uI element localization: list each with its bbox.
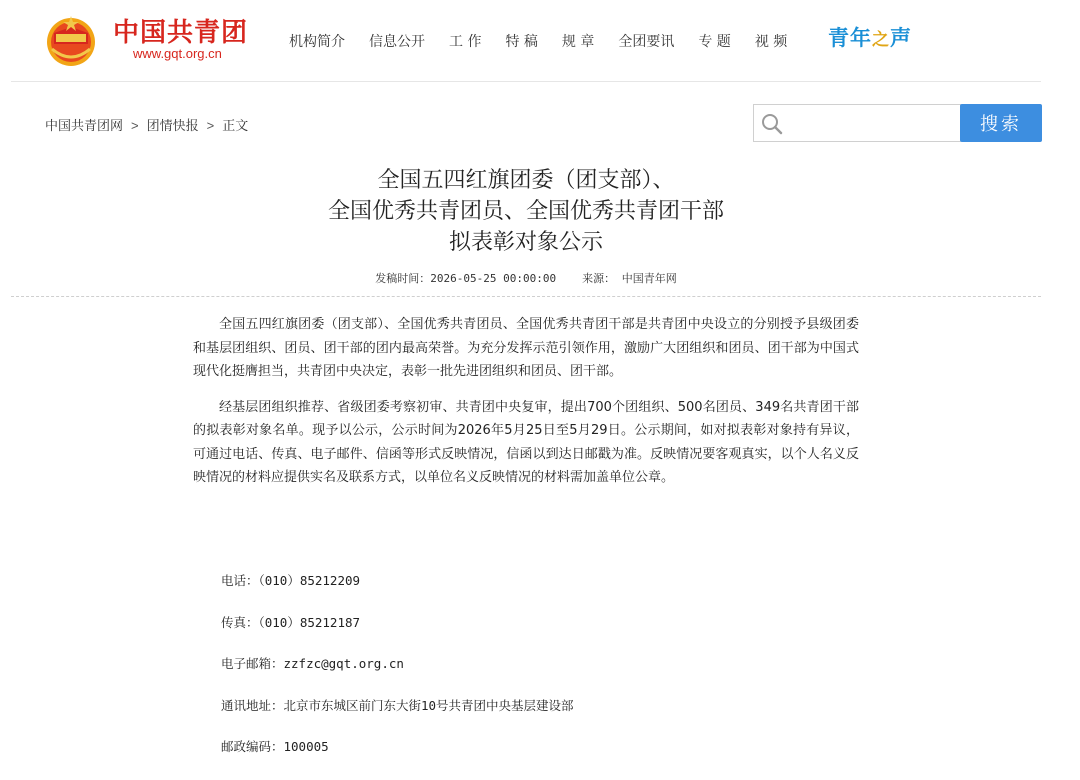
youth-voice-logo-mid: 之 xyxy=(872,30,890,50)
search-button[interactable]: 搜索 xyxy=(960,104,1042,142)
site-header xyxy=(0,0,1080,82)
publish-time-label: 发稿时间： xyxy=(375,272,431,285)
article-title xyxy=(0,165,1052,258)
article-meta xyxy=(0,270,1052,286)
site-logo-name[interactable]: 中国共青团 xyxy=(113,18,249,48)
nav-item-work[interactable]: 工 作 xyxy=(449,34,482,50)
breadcrumb-separator: > xyxy=(206,118,215,133)
source-label: 来源： xyxy=(582,272,616,285)
cyl-emblem-icon[interactable] xyxy=(44,13,98,67)
breadcrumb-current: 正文 xyxy=(222,118,249,133)
article-title-line: 拟表彰对象公示 xyxy=(448,230,603,255)
article-title-line: 全国五四红旗团委（团支部）、 xyxy=(377,168,675,193)
meta-divider xyxy=(11,296,1041,297)
contact-phone: 电话：（010）85212209 xyxy=(221,573,361,588)
search-icon xyxy=(760,112,784,136)
contact-email: 电子邮箱：zzfzc@gqt.org.cn xyxy=(221,656,404,671)
contact-info xyxy=(221,572,574,780)
nav-item-regulations[interactable]: 规 章 xyxy=(561,34,595,50)
breadcrumb-home[interactable]: 中国共青团网 xyxy=(45,118,124,133)
nav-item-topics[interactable]: 专 题 xyxy=(698,34,731,50)
site-logo-url[interactable]: www.gqt.org.cn xyxy=(133,46,222,61)
article-body xyxy=(193,313,859,502)
article-source: 中国青年网 xyxy=(621,272,677,285)
search-box xyxy=(753,104,961,142)
article-paragraph: 全国五四红旗团委（团支部）、全国优秀共青团员、全国优秀共青团干部是共青团中央设立的分别授予县级团委和基层团组织、团员、团干部的团内最高荣誉。为充分发挥示范引领作用，激励广大团组织和团员、团干部为中国式现代化挺膺担当，共青团中央决定，表彰一批先进团组织和团员、团干部。 xyxy=(193,317,859,379)
youth-voice-logo-left: 青年 xyxy=(828,26,872,50)
nav-item-features[interactable]: 特 稿 xyxy=(505,34,538,50)
publish-time: 2026-05-25 00:00:00 xyxy=(430,272,557,285)
search-input[interactable] xyxy=(786,105,960,143)
nav-item-info-disclosure[interactable]: 信息公开 xyxy=(369,34,425,50)
breadcrumb xyxy=(45,115,248,134)
nav-item-video[interactable]: 视 频 xyxy=(754,34,788,50)
contact-postcode: 邮政编码：100005 xyxy=(221,739,329,754)
youth-voice-logo[interactable] xyxy=(828,22,912,52)
nav-item-organization[interactable]: 机构简介 xyxy=(289,34,345,50)
contact-fax: 传真：（010）85212187 xyxy=(221,614,361,630)
contact-address: 通讯地址：北京市东城区前门东大街10号共青团中央基层建设部 xyxy=(221,697,574,713)
article-paragraph: 经基层团组织推荐、省级团委考察初审、共青团中央复审，提出700个团组织、500名团员、349名共青团干部的拟表彰对象名单。现予以公示，公示时间为2026年5月25日至5月29日。公示期间，如对拟表彰对象持有异议，可通过电话、传真、电子邮件、信函等形式反映情况，信函以到达日邮戳为准。反映情况要客观真实，以个人名义反映情况的材料应提供实名及联系方式，以单位名义反映情况的材料需加盖单位公章。 xyxy=(193,399,859,485)
header-divider xyxy=(11,81,1041,82)
article-title-line: 全国优秀共青团员、全国优秀共青团干部 xyxy=(327,199,724,224)
breadcrumb-separator: > xyxy=(131,118,139,133)
breadcrumb-category[interactable]: 团情快报 xyxy=(146,118,199,133)
main-nav xyxy=(289,31,811,51)
nav-item-news[interactable]: 全团要讯 xyxy=(618,34,675,50)
youth-voice-logo-right: 声 xyxy=(890,26,912,50)
